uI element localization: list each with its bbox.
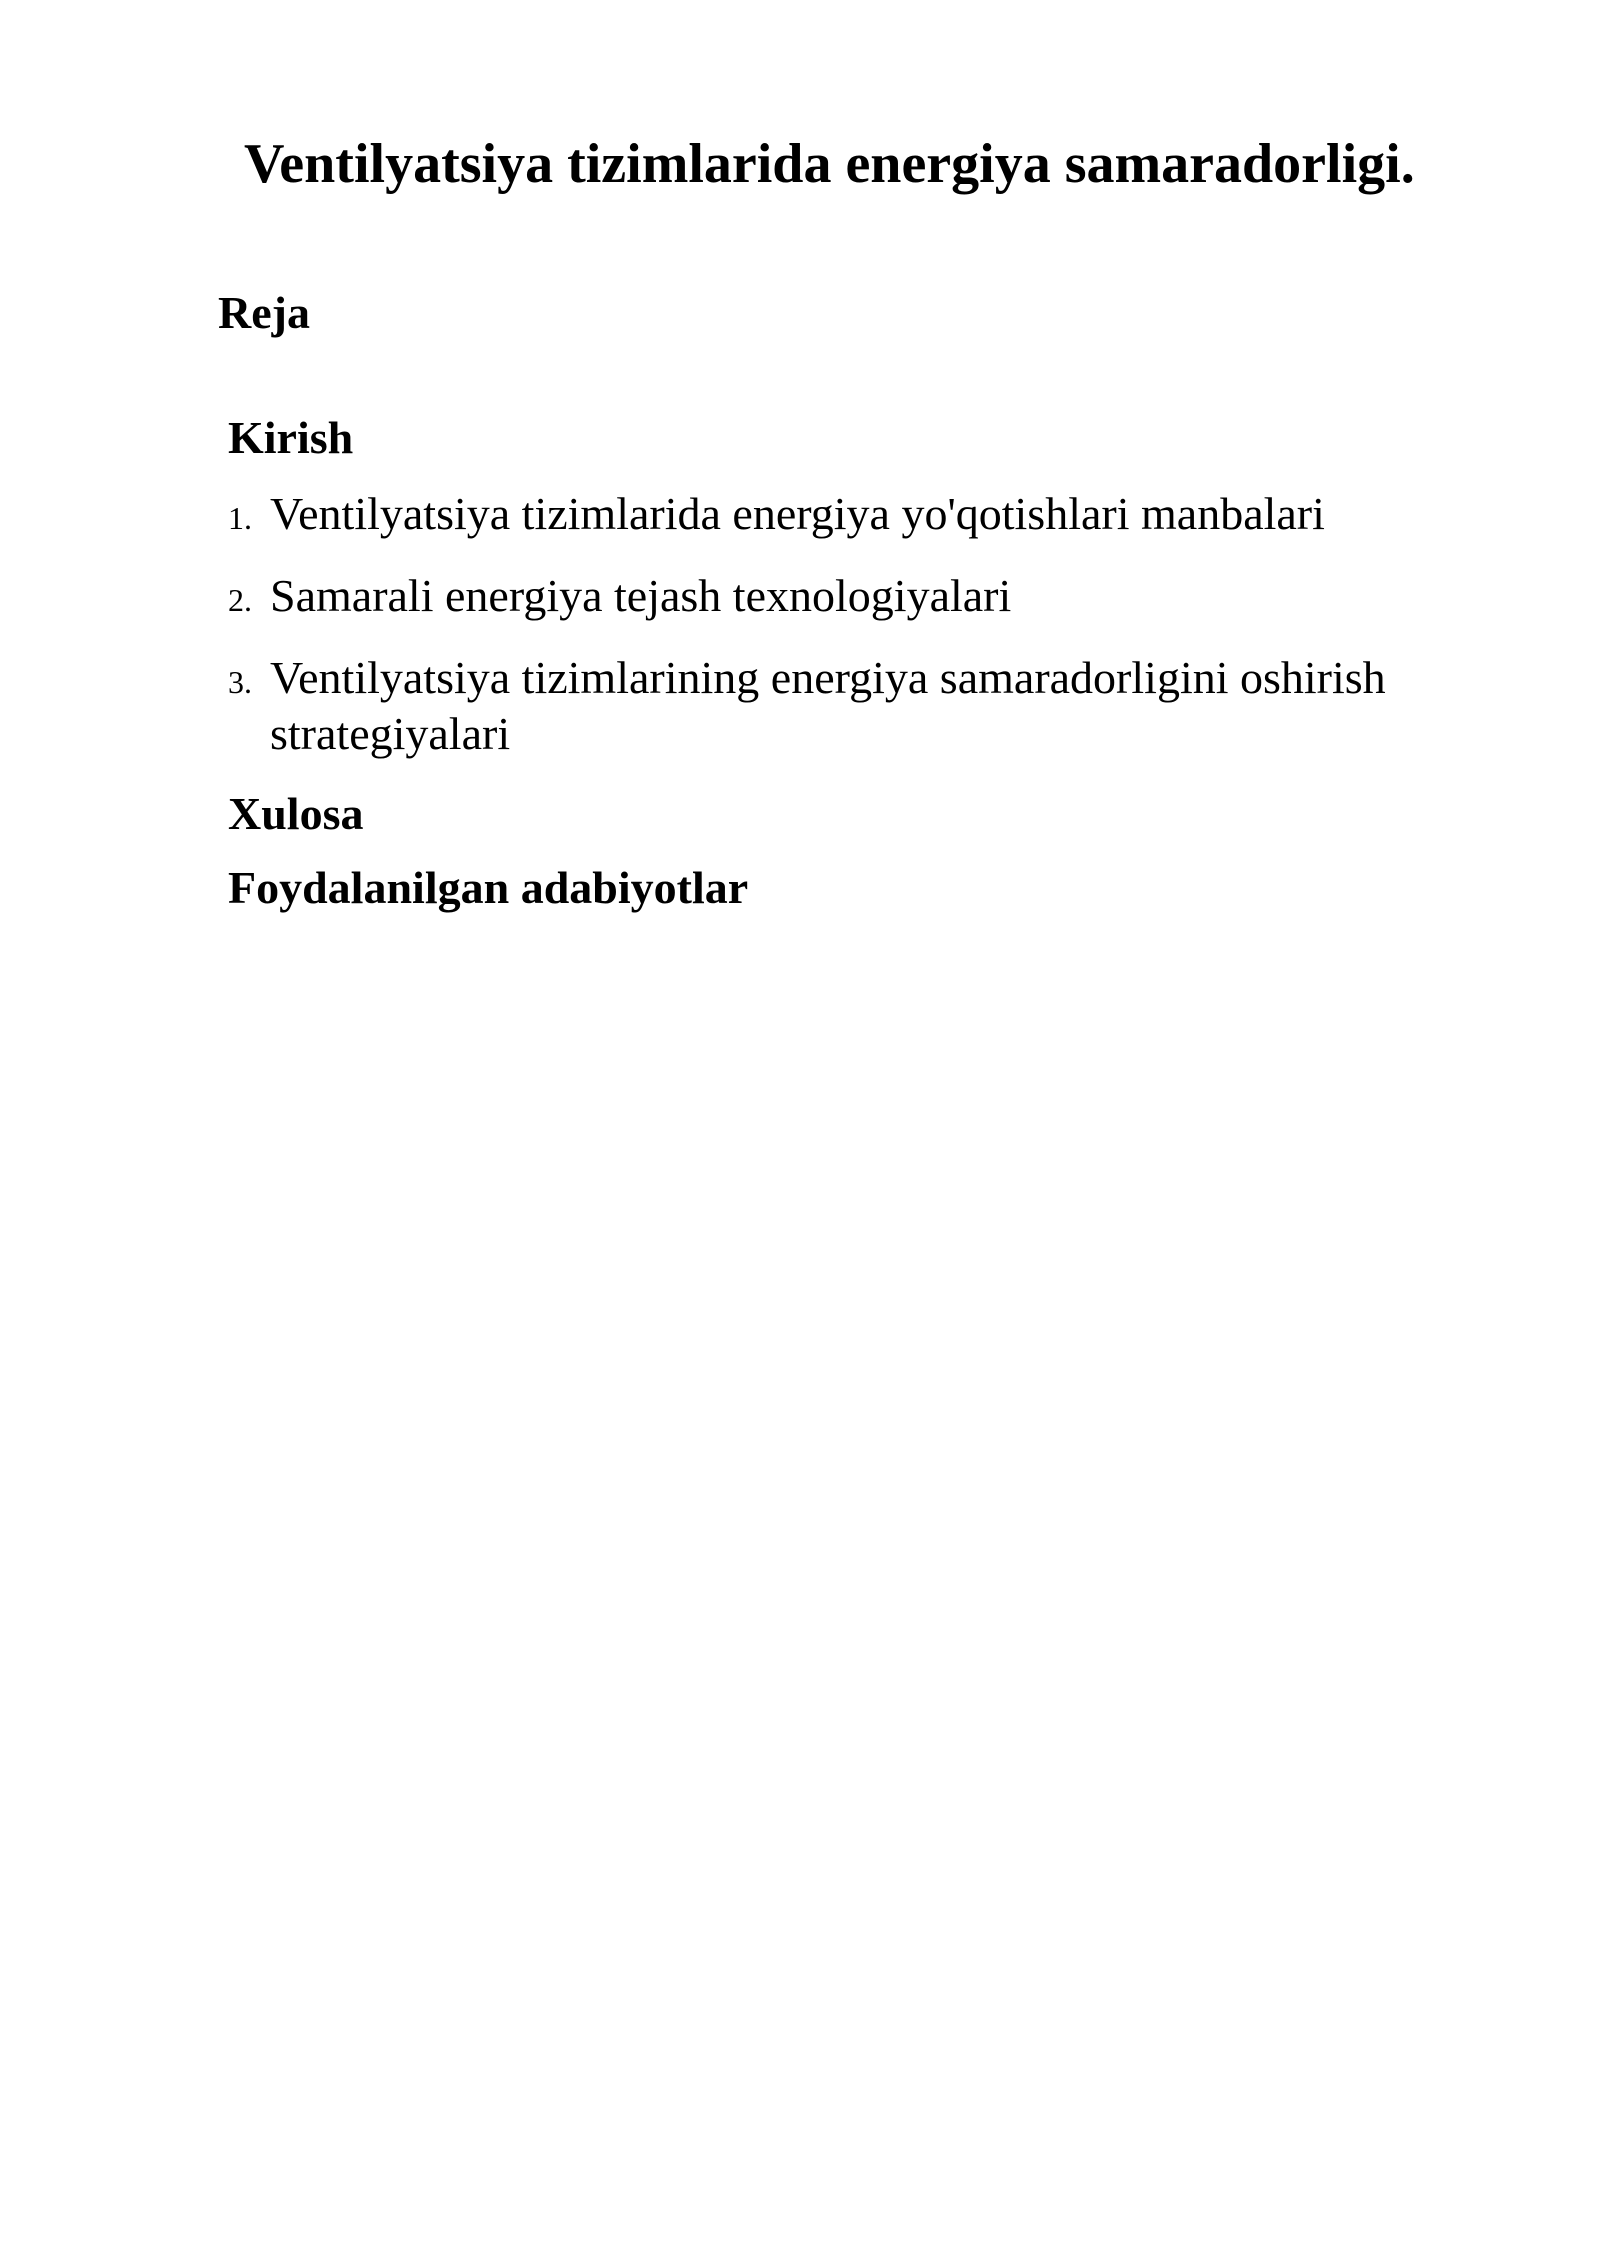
list-item bbox=[228, 568, 1528, 628]
list-item-number: 2. bbox=[228, 582, 252, 618]
document-title: Ventilyatsiya tizimlarida energiya samaradorligi. bbox=[244, 133, 1415, 195]
plan-heading: Reja bbox=[218, 287, 310, 338]
list-item-text: Ventilyatsiya tizimlarining energiya samaradorligini oshirish strategiyalari bbox=[270, 652, 1386, 759]
table-of-contents bbox=[228, 408, 1528, 932]
toc-conclusion: Xulosa bbox=[228, 788, 364, 839]
list-item bbox=[228, 486, 1528, 546]
toc-numbered-list bbox=[228, 486, 1528, 762]
toc-references: Foydalanilgan adabiyotlar bbox=[228, 862, 749, 913]
list-item bbox=[228, 650, 1528, 762]
list-item-text: Ventilyatsiya tizimlarida energiya yo'qotishlari manbalari bbox=[270, 488, 1325, 539]
toc-introduction: Kirish bbox=[228, 412, 354, 463]
list-item-number: 3. bbox=[228, 664, 252, 700]
list-item-text: Samarali energiya tejash texnologiyalari bbox=[270, 570, 1012, 621]
list-item-number: 1. bbox=[228, 500, 252, 536]
